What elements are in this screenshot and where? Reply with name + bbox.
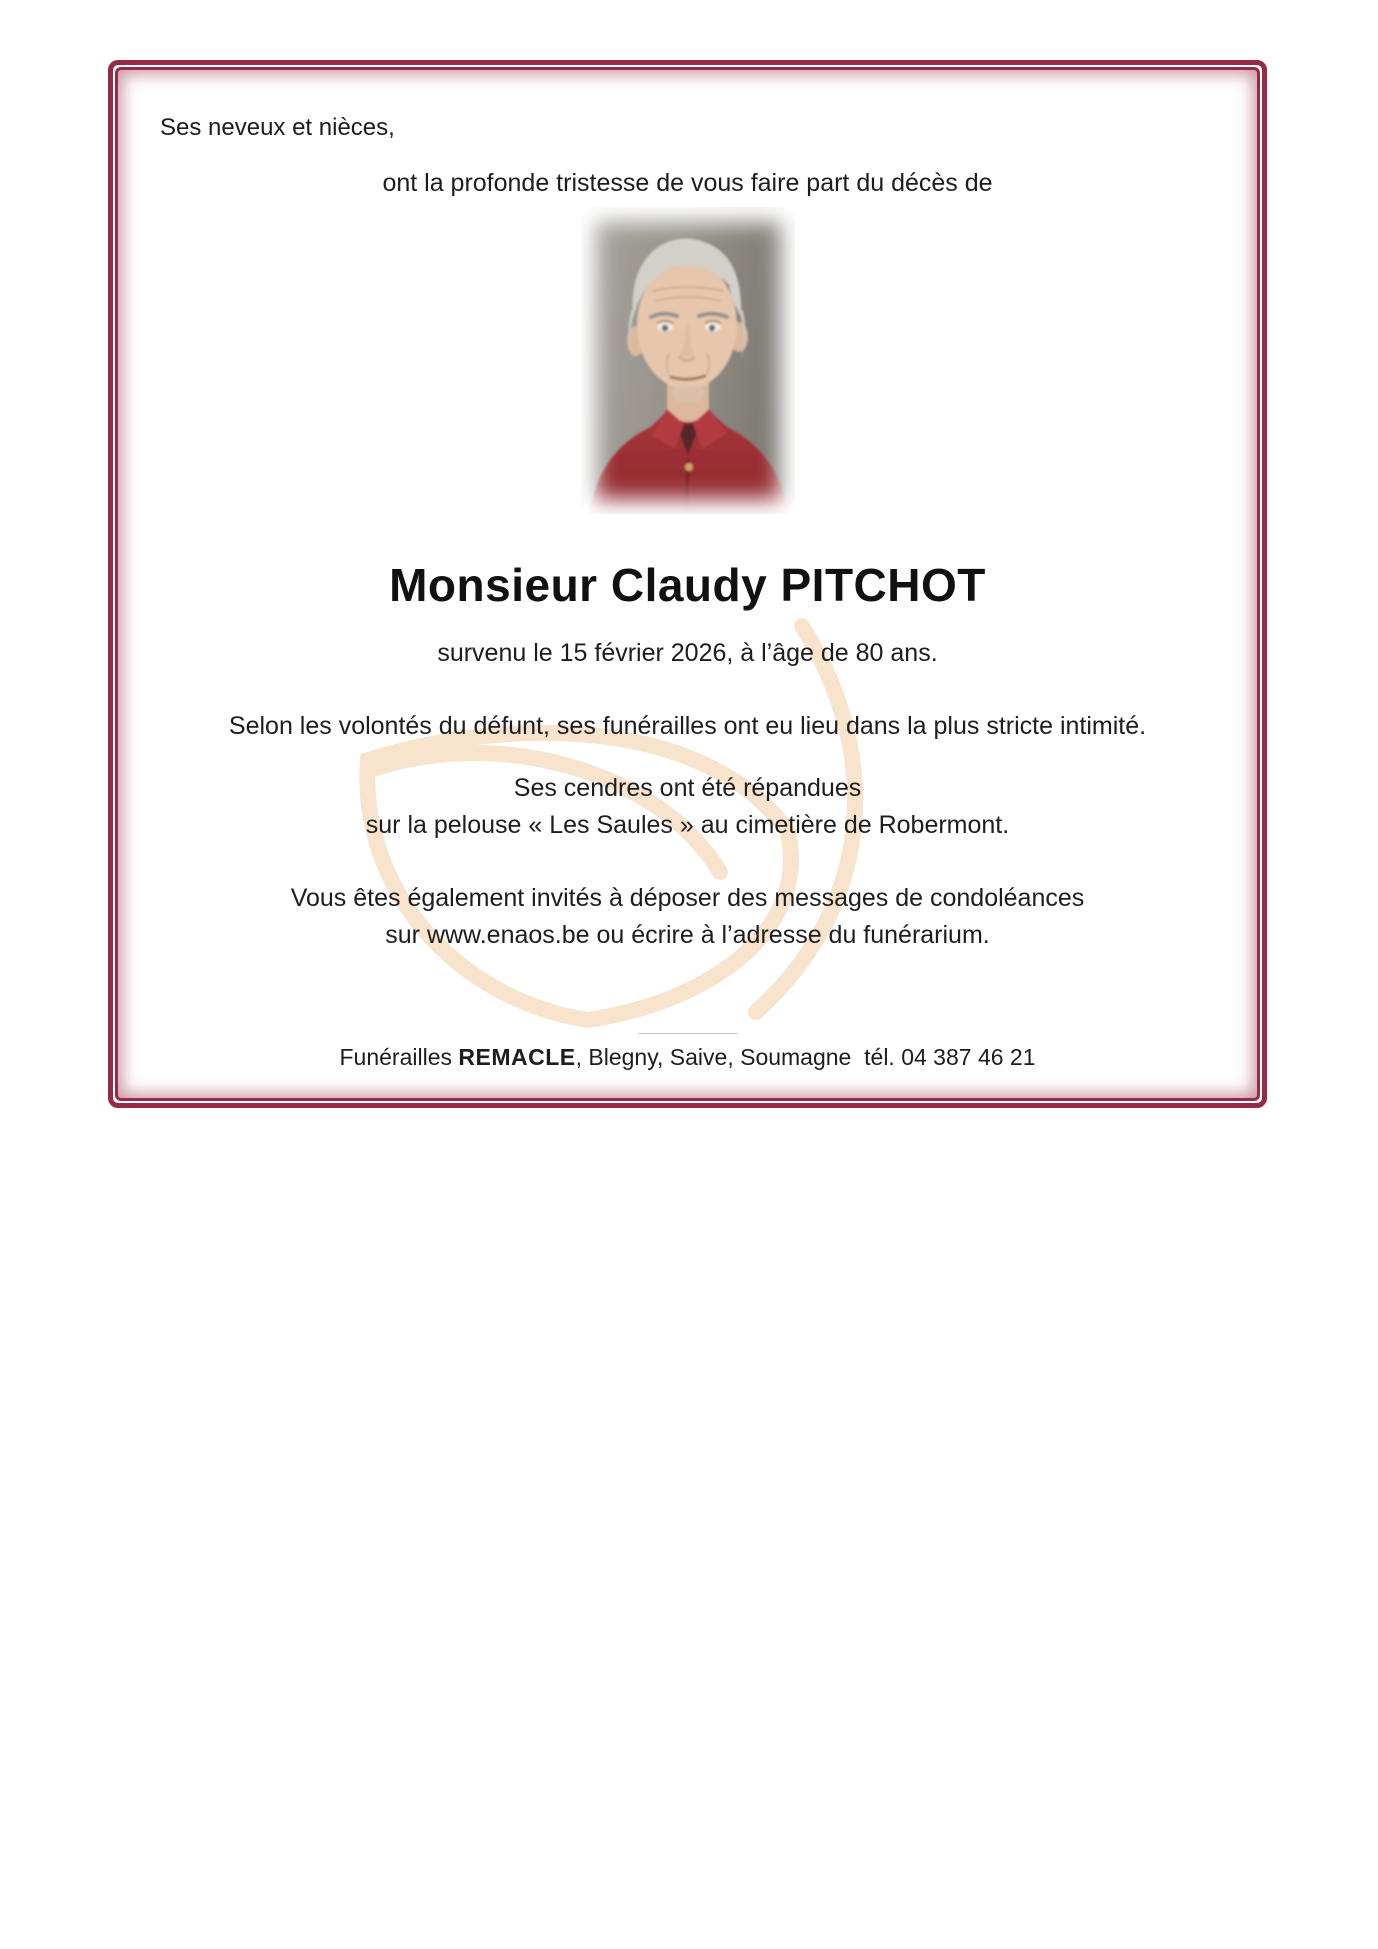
deceased-name: Monsieur Claudy PITCHOT <box>389 559 986 611</box>
footer-divider <box>638 1033 738 1034</box>
funeral-home-rest: , Blegny, Saive, Soumagne tél. 04 387 46 21 <box>575 1044 1036 1070</box>
card-frame <box>115 67 1260 1101</box>
ashes-line-2: sur la pelouse « Les Saules » au cimetière de Robermont. <box>365 811 1010 839</box>
intro-line: ont la profonde tristesse de vous faire part du décès de <box>382 169 993 197</box>
ashes-line-1: Ses cendres ont été répandues <box>513 774 862 802</box>
portrait-illustration <box>581 207 795 514</box>
announcement-card <box>108 60 1267 1108</box>
funeral-home-name: REMACLE <box>458 1044 576 1070</box>
condolence-line-2: sur www.enaos.be ou écrire à l’adresse du funérarium. <box>385 921 990 949</box>
private-funeral-line: Selon les volontés du défunt, ses funérailles ont eu lieu dans la plus stricte intimité. <box>228 712 1147 740</box>
condolence-line-1: Vous êtes également invités à déposer des messages de condoléances <box>290 884 1085 912</box>
funeral-home-line <box>118 1044 1257 1071</box>
funeral-home-prefix: Funérailles <box>339 1044 459 1070</box>
portrait-photo <box>581 207 795 514</box>
family-line: Ses neveux et nièces, <box>160 114 395 141</box>
death-date-line: survenu le 15 février 2026, à l’âge de 80 ans. <box>437 639 938 667</box>
